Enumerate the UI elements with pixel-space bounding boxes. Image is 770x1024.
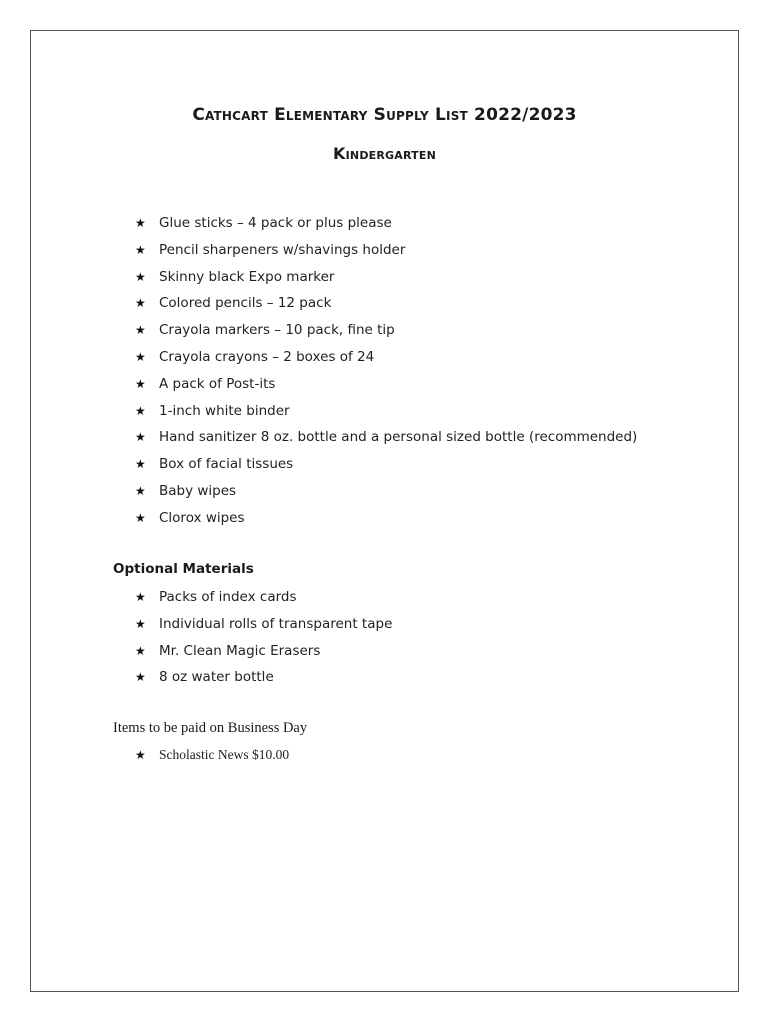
list-item	[135, 374, 637, 401]
list-item	[135, 240, 637, 267]
list-item-label: Box of facial tissues	[159, 456, 294, 473]
list-item	[135, 347, 637, 374]
star-icon: ★	[135, 483, 146, 498]
star-icon: ★	[135, 670, 146, 685]
list-item-label: Scholastic News $10.00	[159, 747, 290, 762]
star-icon: ★	[135, 376, 146, 391]
document-page	[30, 30, 739, 992]
star-icon: ★	[135, 216, 146, 230]
star-icon: ★	[135, 323, 146, 338]
document-title: Cathcart Elementary Supply List 2022/2023	[192, 105, 577, 125]
list-item	[135, 401, 637, 428]
list-item-label: Clorox wipes	[159, 509, 245, 526]
list-item-label: 1-inch white binder	[159, 402, 290, 419]
star-icon: ★	[135, 590, 146, 604]
star-icon: ★	[135, 296, 146, 311]
document-subtitle: Kindergarten	[333, 144, 436, 163]
star-icon: ★	[135, 643, 146, 658]
list-item-label: Packs of index cards	[159, 589, 297, 605]
list-item	[135, 293, 637, 320]
list-item	[135, 667, 392, 694]
list-item-label: Glue sticks – 4 pack or plus please	[159, 215, 392, 231]
star-icon: ★	[135, 616, 146, 631]
list-item-label: Colored pencils – 12 pack	[159, 295, 332, 312]
star-icon: ★	[135, 269, 146, 284]
list-item-label: Baby wipes	[159, 482, 237, 499]
list-item	[135, 481, 637, 508]
list-item	[135, 587, 392, 614]
list-item-label: Pencil sharpeners w/shavings holder	[159, 241, 406, 258]
list-item	[135, 508, 637, 535]
star-icon: ★	[135, 430, 146, 445]
list-item	[135, 427, 637, 454]
business-day-list	[135, 745, 289, 772]
list-item	[135, 454, 637, 481]
list-item	[135, 213, 637, 240]
list-item	[135, 614, 392, 641]
list-item-label: Mr. Clean Magic Erasers	[159, 642, 321, 659]
list-item-label: Crayola crayons – 2 boxes of 24	[159, 348, 375, 365]
optional-materials-list	[135, 587, 392, 694]
list-item	[135, 320, 637, 347]
star-icon: ★	[135, 349, 146, 364]
list-item-label: A pack of Post-its	[159, 375, 276, 392]
list-item-label: 8 oz water bottle	[159, 669, 274, 686]
list-item	[135, 267, 637, 294]
list-item	[135, 745, 289, 772]
optional-materials-heading: Optional Materials	[113, 561, 254, 577]
star-icon: ★	[135, 457, 146, 472]
star-icon: ★	[135, 748, 146, 762]
list-item-label: Skinny black Expo marker	[159, 268, 335, 285]
list-item-label: Crayola markers – 10 pack, fine tip	[159, 322, 395, 339]
star-icon: ★	[135, 242, 146, 257]
business-day-heading: Items to be paid on Business Day	[113, 720, 308, 736]
list-item-label: Hand sanitizer 8 oz. bottle and a personal sized bottle (recommended)	[159, 429, 638, 446]
supply-list	[135, 213, 637, 535]
list-item	[135, 641, 392, 668]
star-icon: ★	[135, 403, 146, 418]
star-icon: ★	[135, 510, 146, 525]
list-item-label: Individual rolls of transparent tape	[159, 615, 393, 632]
